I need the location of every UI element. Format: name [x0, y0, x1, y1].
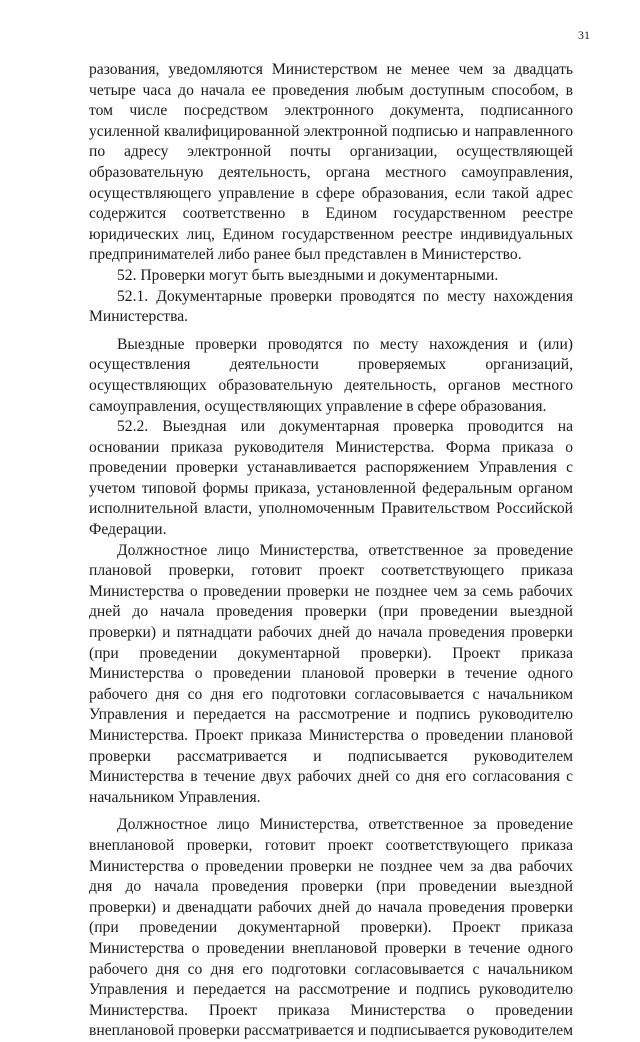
paragraph: Должностное лицо Министерства, ответственное за проведение внеплановой проверки, готовит проект соответствующего приказа Министерства о проведении проверки не позднее чем за два рабочих дня до начала проведения проверки (при проведении выездной проверки) и двенадцати рабочих дней до начала проведения проверки (при проведении документарной проверки). Проект приказа Министерства о проведении внеплановой проверки в течение одного рабочего дня со дня его подготовки согласовывается с начальником Управления и передается на рассмотрение и подпись руководителю Министерства. Проект приказа Министерства о проведении внеплановой проверки рассматривается и подписывается руководителем	[89, 816, 573, 1040]
paragraph: разования, уведомляются Министерством не менее чем за двадцать четыре часа до начала ее проведения любым доступным способом, в том числе посредством электронного документа, подписанного усиленной квалифицированной электронной подписью и направленного по адресу электронной почты организации, осуществляющей образовательную деятельность, органа местного самоуправления, осуществляющего управление в сфере образования, если такой адрес содержится соответственно в Едином государственном реестре юридических лиц, Едином государственном реестре индивидуальных предпринимателей либо ранее был представлен в Министерство.	[89, 61, 573, 264]
document-body	[89, 60, 573, 1042]
paragraph: Выездные проверки проводятся по месту нахождения и (или) осуществления деятельности проверяемых организаций, осуществляющих образовательную деятельность, органов местного самоуправления, осуществляющих управление в сфере образования.	[89, 335, 573, 415]
page-number: 31	[578, 28, 590, 42]
paragraph: Должностное лицо Министерства, ответственное за проведение плановой проверки, готовит проект соответствующего приказа Министерства о проведении проверки не позднее чем за семь рабочих дней до начала проведения проверки (при проведении выездной проверки) и пятнадцати рабочих дней до начала проведения проверки (при проведении документарной проверки). Проект приказа Министерства о проведении плановой проверки в течение одного рабочего дня со дня его подготовки согласовывается с начальником Управления и передается на рассмотрение и подпись руководителю Министерства. Проект приказа Министерства о проведении плановой проверки рассматривается и подписывается руководителем Министерства в течение двух рабочих дней со дня его согласования с начальником Управления.	[89, 541, 573, 806]
paragraph: 52. Проверки могут быть выездными и документарными.	[117, 266, 499, 284]
paragraph: 52.2. Выездная или документарная проверка проводится на основании приказа руководителя Министерства. Форма приказа о проведении проверки устанавливается распоряжением Управления с учетом типовой формы приказа, установленной федеральным органом исполнительной власти, уполномоченным Правительством Российской Федерации.	[89, 418, 573, 539]
paragraph: 52.1. Документарные проверки проводятся по месту нахождения Министерства.	[89, 287, 573, 326]
